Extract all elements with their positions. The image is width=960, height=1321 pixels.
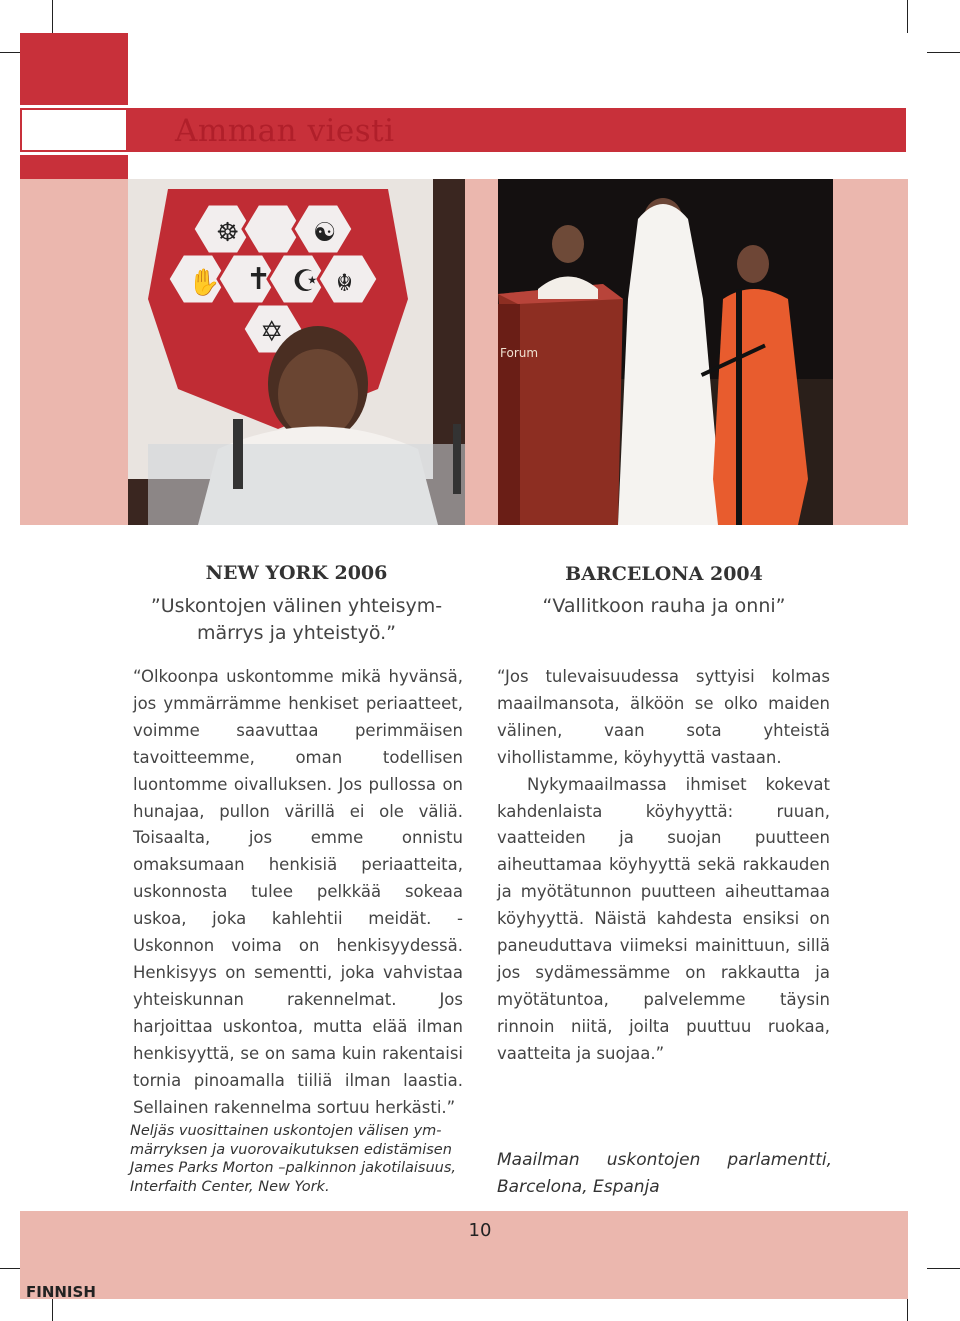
right-caption-line: Maailman uskontojen parlamentti, [497,1150,832,1170]
page-title: Amman viesti [175,113,395,149]
right-heading: BARCELONA 2004 [565,563,763,585]
right-body-text [497,664,830,1068]
photo-new-york [128,179,465,525]
podium-text: Forum [500,346,539,360]
svg-text:☸: ☸ [216,218,240,248]
svg-text:☪: ☪ [292,264,319,299]
header-accent-block-lower [20,155,128,179]
right-caption-line: Barcelona, Espanja [497,1177,660,1197]
language-label: FINNISH [26,1283,96,1301]
right-body-paragraph: “Jos tulevaisuudessa syttyisi kolmas maailmansota, älköön se olko maiden välinen, vaan sota yhteistä vihollistamme, köyhyyttä vastaan. [497,667,830,767]
left-caption [130,1122,470,1196]
svg-text:☬: ☬ [336,269,354,297]
crop-mark [907,0,908,33]
photo-barcelona [498,179,833,525]
right-body-paragraph: Nykymaailmassa ihmiset kokevat kahdenlaista köyhyyttä: ruuan, vaatteiden ja suojan puutteen aiheuttamaa köyhyyttä sekä rakkauden ja myötätunnon puutteen aiheuttamaa köyhyyttä. Näistä kahdesta ensiksi on paneuduttava viimeksi mainittuun, sillä jos sydämessämme on rakkautta ja myötätuntoa, palvelemme täysin rinnoin niitä, joilta puuttuu ruokaa, vaatteita ja suojaa.” [497,774,830,1063]
left-subtitle-line: ”Uskontojen välinen yhteisym- [150,595,443,617]
crop-mark [927,1268,960,1269]
left-heading: NEW YORK 2006 [205,562,388,584]
title-bar-inset [22,110,126,150]
svg-text:✋: ✋ [188,268,221,298]
left-caption-line: James Parks Morton –palkinnon jakotilaisuus, [130,1160,457,1176]
header-accent-block [20,33,128,105]
right-caption [497,1147,832,1201]
crop-mark [927,52,960,53]
left-caption-line: Interfaith Center, New York. [130,1178,330,1195]
left-subtitle-line: märrys ja yhteistyö.” [196,622,397,644]
left-body-paragraph: “Olkoonpa uskontomme mikä hyvänsä, jos ymmärrämme henkiset periaatteet, voimme saavuttaa perimmäisen tavoitteemme, oman todellisen luontomme oivalluksen. Jos pullossa on hunajaa, pullon värillä ei ole väliä. Toisaalta, jos emme onnistu omaksumaan henkisiä periaatteita, uskonnosta tulee pelkkää sokeaa uskoa, joka kahlehtii meidät. - Uskonnon voima on henkisyydessä. Henkisyys on sementti, joka vahvistaa yhteiskunnan rakennelmat. Jos harjoittaa uskontoa, mutta elää ilman henkisyyttä, se on sama kuin rakentaisi tornia pinoamalla tiiliä ilman laastia. Sellainen rakennelma sortuu herkästi.” [133,667,463,1117]
svg-text:☯: ☯ [313,218,337,248]
title-bar [20,108,906,152]
photo-new-york-illustration [128,179,465,525]
left-body-text [133,664,463,1121]
left-caption-line: Neljäs vuosittainen uskontojen välisen ym- [130,1123,442,1139]
svg-text:✝: ✝ [246,262,272,297]
crop-mark [52,0,53,33]
right-subtitle: “Vallitkoon rauha ja onni” [542,595,786,617]
photo-barcelona-illustration [498,179,833,525]
left-caption-line: märryksen ja vuorovaikutuksen edistämisen [130,1141,452,1158]
page-number: 10 [468,1220,492,1241]
svg-text:✡: ✡ [260,315,284,348]
left-subtitle [130,593,463,647]
